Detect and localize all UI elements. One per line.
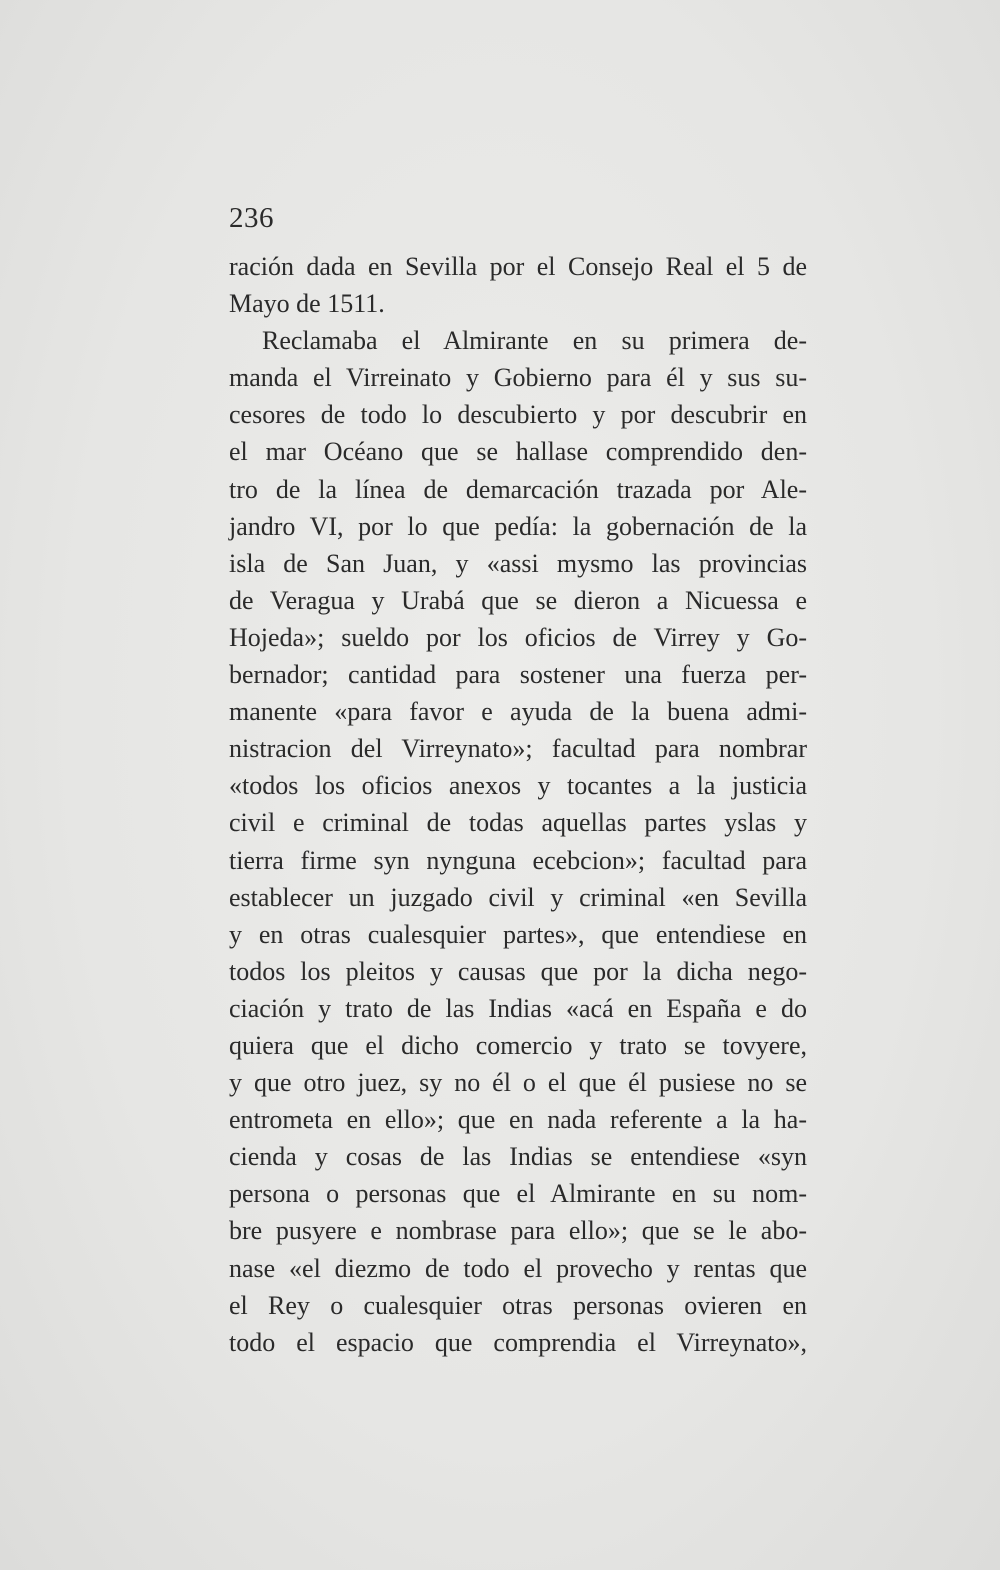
text-line: manente «para favor e ayuda de la buena admi- xyxy=(229,697,807,727)
text-line: Mayo de 1511. xyxy=(229,289,385,319)
text-line: «todos los oficios anexos y tocantes a la justicia xyxy=(229,771,807,801)
text-line: ciación y trato de las Indias «acá en España e do xyxy=(229,993,807,1023)
text-line: y que otro juez, sy no él o el que él pusiese no se xyxy=(229,1068,807,1098)
text-line: el mar Océano que se hallase comprendido den- xyxy=(229,437,807,467)
text-line: de Veragua y Urabá que se dieron a Nicuessa e xyxy=(229,585,807,615)
text-line: tierra firme syn nynguna ecebcion»; facultad para xyxy=(229,845,807,875)
text-line: ración dada en Sevilla por el Consejo Real el 5 de xyxy=(229,252,807,281)
text-line: persona o personas que el Almirante en su nom- xyxy=(229,1179,807,1209)
body-text xyxy=(229,248,807,1361)
text-line: el Rey o cualesquier otras personas ovieren en xyxy=(229,1290,807,1320)
text-line: nistracion del Virreynato»; facultad para nombrar xyxy=(229,734,807,764)
text-line: Reclamaba el Almirante en su primera de- xyxy=(262,326,807,356)
text-line: y en otras cualesquier partes», que entendiese en xyxy=(229,919,807,949)
text-line: todo el espacio que comprendia el Virreynato», xyxy=(229,1327,807,1357)
text-line: tro de la línea de demarcación trazada por Ale- xyxy=(229,474,807,504)
text-line: civil e criminal de todas aquellas partes yslas y xyxy=(229,808,807,838)
text-line: bernador; cantidad para sostener una fuerza per- xyxy=(229,660,807,690)
text-line: jandro VI, por lo que pedía: la gobernación de la xyxy=(229,511,807,541)
text-line: Hojeda»; sueldo por los oficios de Virrey y Go- xyxy=(229,622,807,652)
text-line: quiera que el dicho comercio y trato se tovyere, xyxy=(229,1030,807,1060)
text-line: cesores de todo lo descubierto y por descubrir en xyxy=(229,400,807,430)
text-line: bre pusyere e nombrase para ello»; que se le abo- xyxy=(229,1216,807,1246)
page-number: 236 xyxy=(229,202,274,234)
text-line: manda el Virreinato y Gobierno para él y sus su- xyxy=(229,363,807,393)
text-line: nase «el diezmo de todo el provecho y rentas que xyxy=(229,1253,807,1283)
text-line: isla de San Juan, y «assi mysmo las provincias xyxy=(229,548,807,578)
text-line: entrometa en ello»; que en nada referente a la ha- xyxy=(229,1105,807,1135)
text-line: todos los pleitos y causas que por la dicha nego- xyxy=(229,956,807,986)
text-line: cienda y cosas de las Indias se entendiese «syn xyxy=(229,1142,807,1172)
text-line: establecer un juzgado civil y criminal «en Sevilla xyxy=(229,882,807,912)
